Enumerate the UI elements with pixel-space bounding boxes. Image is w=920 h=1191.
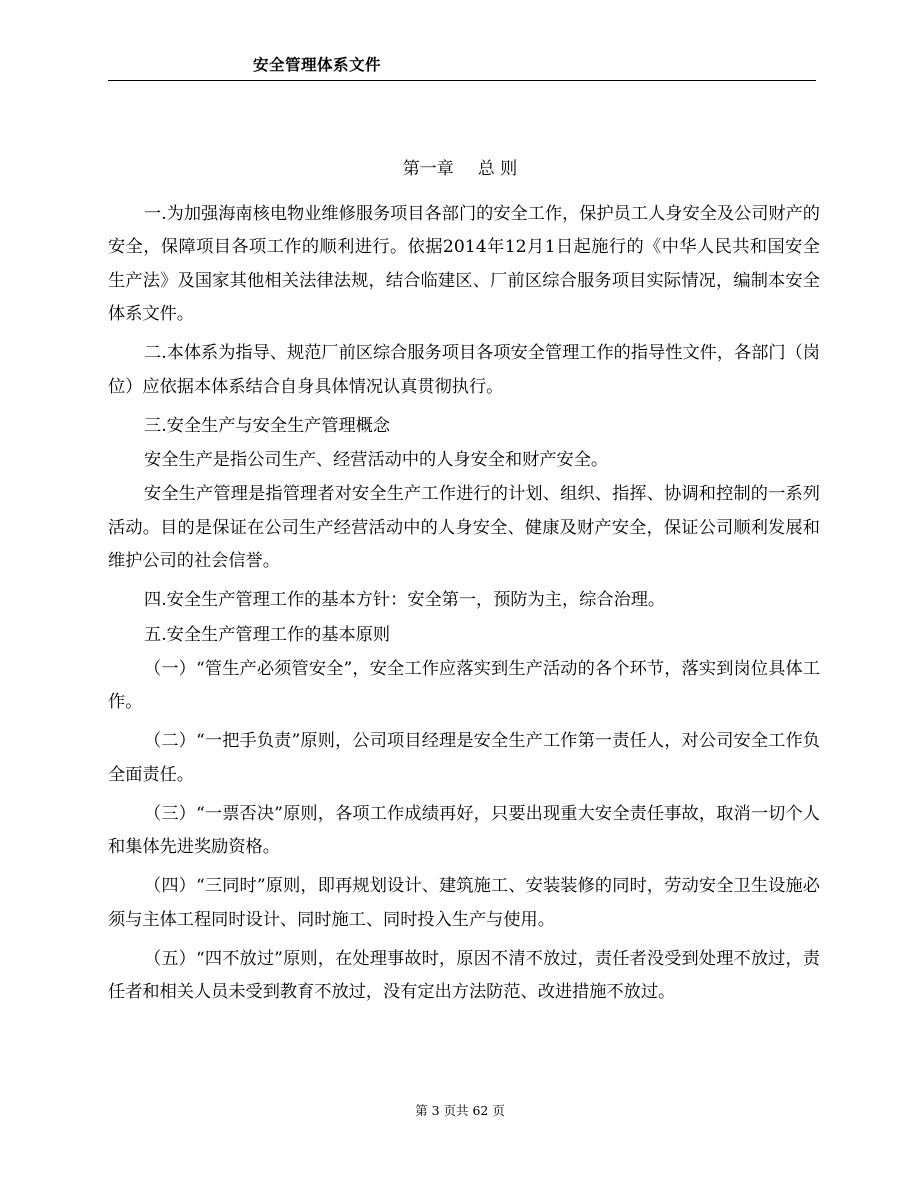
paragraph-purpose: 一.为加强海南核电物业维修服务项目各部门的安全工作，保护员工人身安全及公司财产的安全，保障项目各项工作的顺利进行。依据2014年12月1日起施行的《中华人民共和国安全生产法》及国家其他相关法律法规，结合临建区、厂前区综合服务项目实际情况，编制本安全体系文件。 bbox=[108, 204, 820, 325]
paragraph-management-definition: 安全生产管理是指管理者对安全生产工作进行的计划、组织、指挥、协调和控制的一系列活动。目的是保证在公司生产经营活动中的人身安全、健康及财产安全，保证公司顺利发展和维护公司的社会信誉。 bbox=[108, 484, 820, 572]
paragraph-principle-4: （四）“三同时”原则，即再规划设计、建筑施工、安装装修的同时，劳动安全卫生设施必须与主体工程同时设计、同时施工、同时投入生产与使用。 bbox=[108, 876, 820, 930]
chapter-heading bbox=[0, 154, 920, 179]
paragraph-principle-3: （三）“一票否决”原则，各项工作成绩再好，只要出现重大安全责任事故，取消一切个人和集体先进奖励资格。 bbox=[108, 803, 820, 858]
paragraph-policy: 四.安全生产管理工作的基本方针：安全第一，预防为主，综合治理。 bbox=[144, 590, 666, 611]
document-title: 安全管理体系文件 bbox=[253, 56, 382, 74]
chapter-title: 总 则 bbox=[477, 159, 518, 179]
page-header bbox=[108, 0, 816, 81]
paragraph-principle-1: （一）“管生产必须管安全”，安全工作应落实到生产活动的各个环节，落实到岗位具体工作。 bbox=[108, 659, 820, 713]
page-number: 第 3 页共 62 页 bbox=[415, 1103, 505, 1118]
chapter-number: 第一章 bbox=[402, 159, 454, 179]
document-body bbox=[108, 198, 820, 1015]
paragraph-principles-heading: 五.安全生产管理工作的基本原则 bbox=[144, 624, 391, 645]
paragraph-concept-heading: 三.安全生产与安全生产管理概念 bbox=[144, 415, 391, 436]
paragraph-safety-definition: 安全生产是指公司生产、经营活动中的人身安全和财产安全。 bbox=[144, 450, 609, 471]
paragraph-scope: 二.本体系为指导、规范厂前区综合服务项目各项安全管理工作的指导性文件，各部门（岗位）应依据本体系结合自身具体情况认真贯彻执行。 bbox=[108, 343, 820, 397]
paragraph-principle-2: （二）“一把手负责”原则，公司项目经理是安全生产工作第一责任人，对公司安全工作负全面责任。 bbox=[108, 731, 820, 785]
paragraph-principle-5: （五）“四不放过”原则，在处理事故时，原因不清不放过，责任者没受到处理不放过，责任者和相关人员未受到教育不放过，没有定出方法防范、改进措施不放过。 bbox=[108, 948, 820, 1003]
